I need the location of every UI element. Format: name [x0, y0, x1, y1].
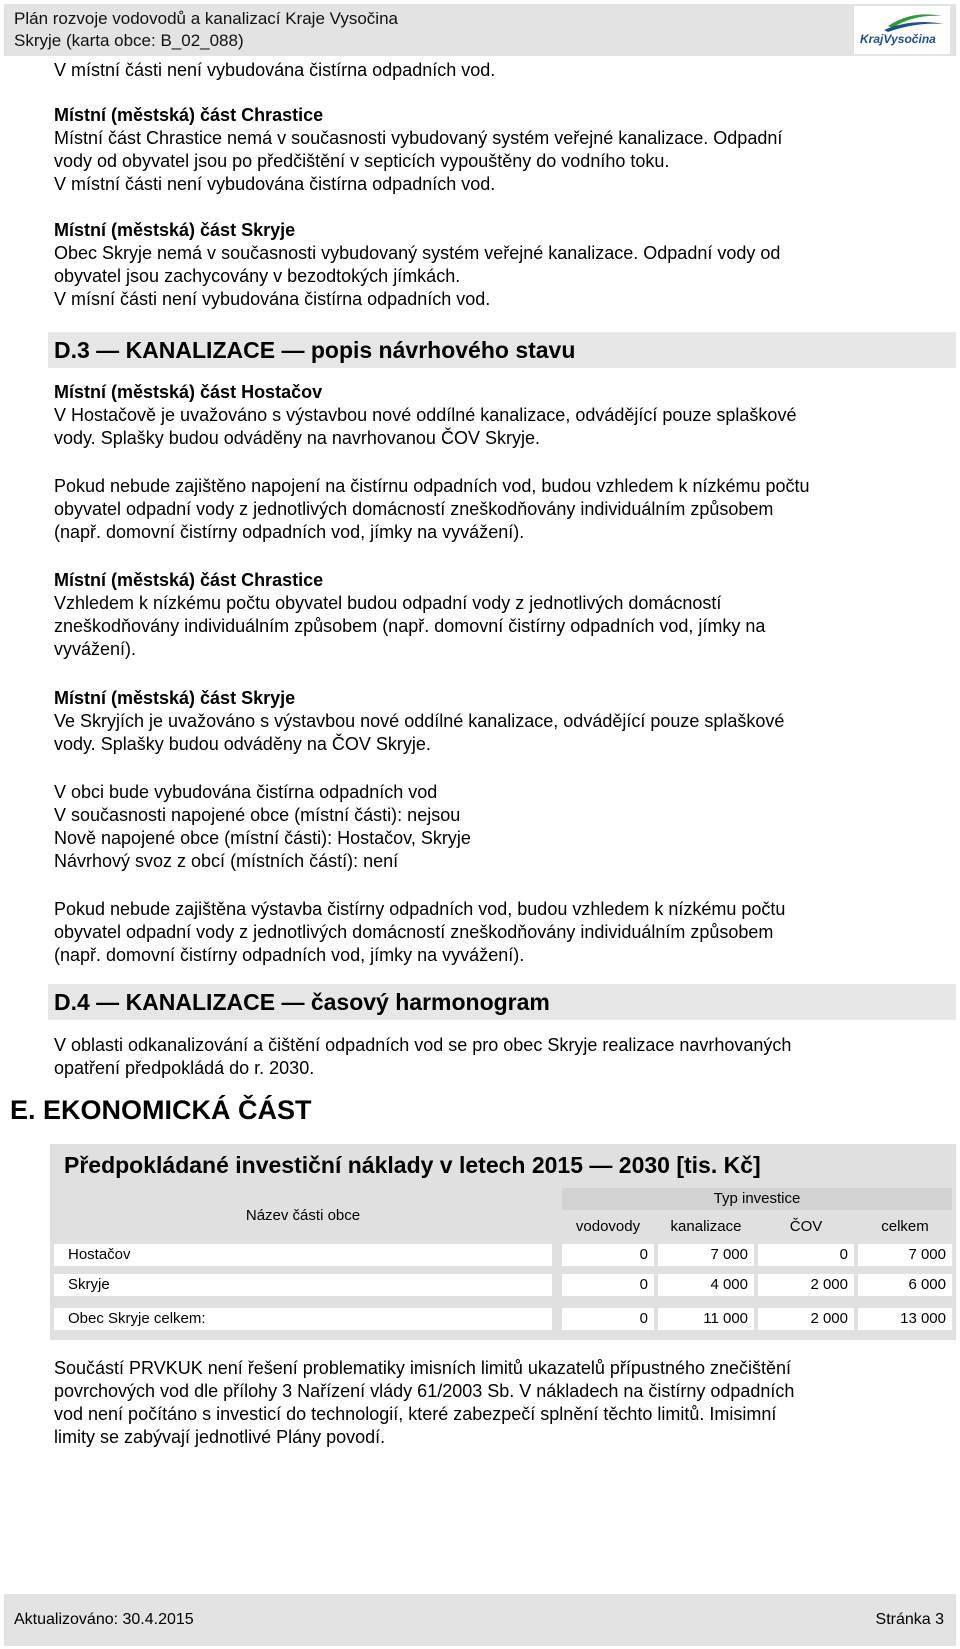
table-row-name: Hostačov [54, 1244, 552, 1266]
logo-swoosh-icon [854, 6, 950, 54]
text-line: Nově napojené obce (místní části): Hostačov, Skryje [54, 828, 471, 848]
text-line: Návrhový svoz z obcí (místních částí): není [54, 851, 399, 871]
text-line: Místní část Chrastice nemá v současnosti vybudovaný systém veřejné kanalizace. Odpadní [54, 128, 783, 148]
column-header-name: Název části obce [245, 1207, 361, 1224]
section-title: D.4 — KANALIZACE — časový harmonogram [54, 989, 550, 1015]
text-line: vyvážení). [54, 639, 137, 659]
updated-date: Aktualizováno: 30.4.2015 [14, 1611, 194, 1628]
investment-cost-table [50, 1144, 956, 1340]
column-header-celkem: celkem [881, 1218, 929, 1235]
table-total-cell: 2 000 [758, 1308, 854, 1330]
text-line: vody. Splašky budou odváděny na navrhovanou ČOV Skryje. [54, 428, 540, 448]
text-line: V obci bude vybudována čistírna odpadních vod [54, 782, 438, 802]
text-line: vody od obyvatel jsou po předčištění v septicích vypouštěny do vodního toku. [54, 151, 670, 171]
text-line: V oblasti odkanalizování a čištění odpadních vod se pro obec Skryje realizace navrhovaných [54, 1035, 792, 1055]
page-number: Stránka 3 [875, 1611, 944, 1628]
text-line: V současnosti napojené obce (místní části): nejsou [54, 805, 461, 825]
text-line: zneškodňovány individuálním způsobem (např. domovní čistírny odpadních vod, jímky na [54, 616, 766, 636]
logo-text: KrajVysočina [860, 32, 936, 46]
column-header-kanalizace: kanalizace [670, 1218, 742, 1235]
column-header-cov: ČOV [789, 1218, 823, 1235]
chapter-title: E. EKONOMICKÁ ČÁST [10, 1095, 312, 1125]
table-row-name: Skryje [54, 1274, 552, 1296]
table-cell: 0 [758, 1244, 854, 1266]
text-line: Ve Skryjích je uvažováno s výstavbou nové oddílné kanalizace, odvádějící pouze splaškové [54, 711, 785, 731]
header-title: Plán rozvoje vodovodů a kanalizací Kraje Vysočina [14, 9, 398, 28]
text-line: povrchových vod dle přílohy 3 Nařízení vlády 61/2003 Sb. V nákladech na čistírny odpadních [54, 1381, 795, 1401]
table-total-cell: 11 000 [658, 1308, 754, 1330]
text-line: vod není počítáno s investicí do technologií, které zabezpečí splnění těchto limitů. Imisimní [54, 1404, 777, 1424]
text-line: limity se zabývají jednotlivé Plány povodí. [54, 1427, 386, 1447]
text-line: obyvatel odpadní vody z jednotlivých domácností zneškodňovány individuálním způsobem [54, 922, 774, 942]
section-heading-d3 [48, 332, 956, 368]
text-line: V místní části není vybudována čistírna odpadních vod. [54, 60, 496, 80]
table-total-cell: 0 [562, 1308, 654, 1330]
table-total-name: Obec Skryje celkem: [54, 1308, 552, 1330]
text-line: V místní části není vybudována čistírna odpadních vod. [54, 174, 496, 194]
kraj-vysocina-logo [854, 6, 950, 54]
text-line: V mísní části není vybudována čistírna odpadních vod. [54, 289, 491, 309]
table-cell: 0 [562, 1244, 654, 1266]
table-total-cell: 13 000 [858, 1308, 952, 1330]
subheading-skryje: Místní (městská) část Skryje [54, 220, 296, 240]
text-line: Vzhledem k nízkému počtu obyvatel budou odpadní vody z jednotlivých domácností [54, 593, 722, 613]
table-cell: 0 [562, 1274, 654, 1296]
text-line: Součástí PRVKUK není řešení problematiky imisních limitů ukazatelů přípustného znečištění [54, 1358, 792, 1378]
subheading-skryje: Místní (městská) část Skryje [54, 688, 296, 708]
table-title: Předpokládané investiční náklady v letech 2015 — 2030 [tis. Kč] [64, 1152, 761, 1178]
section-heading-d4 [48, 984, 956, 1020]
section-title: D.3 — KANALIZACE — popis návrhového stavu [54, 337, 576, 363]
header-subtitle: Skryje (karta obce: B_02_088) [14, 31, 244, 50]
text-line: V Hostačově je uvažováno s výstavbou nové oddílné kanalizace, odvádějící pouze splaškové [54, 405, 797, 425]
page-footer [4, 1594, 956, 1646]
column-header-vodovody: vodovody [575, 1218, 641, 1235]
table-cell: 7 000 [858, 1244, 952, 1266]
page-header [4, 4, 956, 56]
column-header-type: Typ investice [562, 1188, 952, 1210]
text-line: vody. Splašky budou odváděny na ČOV Skryje. [54, 734, 431, 754]
table-cell: 2 000 [758, 1274, 854, 1296]
subheading-hostacov: Místní (městská) část Hostačov [54, 382, 323, 402]
text-line: (např. domovní čistírny odpadních vod, jímky na vyvážení). [54, 945, 525, 965]
text-line: Pokud nebude zajištěno napojení na čistírnu odpadních vod, budou vzhledem k nízkému počtu [54, 476, 810, 496]
table-cell: 4 000 [658, 1274, 754, 1296]
text-line: obyvatel jsou zachycovány v bezodtokých jímkách. [54, 266, 461, 286]
subheading-chrastice: Místní (městská) část Chrastice [54, 105, 324, 125]
text-line: (např. domovní čistírny odpadních vod, jímky na vyvážení). [54, 522, 525, 542]
text-line: opatření předpokládá do r. 2030. [54, 1058, 315, 1078]
subheading-chrastice: Místní (městská) část Chrastice [54, 570, 324, 590]
text-line: Pokud nebude zajištěna výstavba čistírny odpadních vod, budou vzhledem k nízkému počtu [54, 899, 786, 919]
text-line: obyvatel odpadní vody z jednotlivých domácností zneškodňovány individuálním způsobem [54, 499, 774, 519]
text-line: Obec Skryje nemá v současnosti vybudovaný systém veřejné kanalizace. Odpadní vody od [54, 243, 781, 263]
table-cell: 7 000 [658, 1244, 754, 1266]
table-cell: 6 000 [858, 1274, 952, 1296]
